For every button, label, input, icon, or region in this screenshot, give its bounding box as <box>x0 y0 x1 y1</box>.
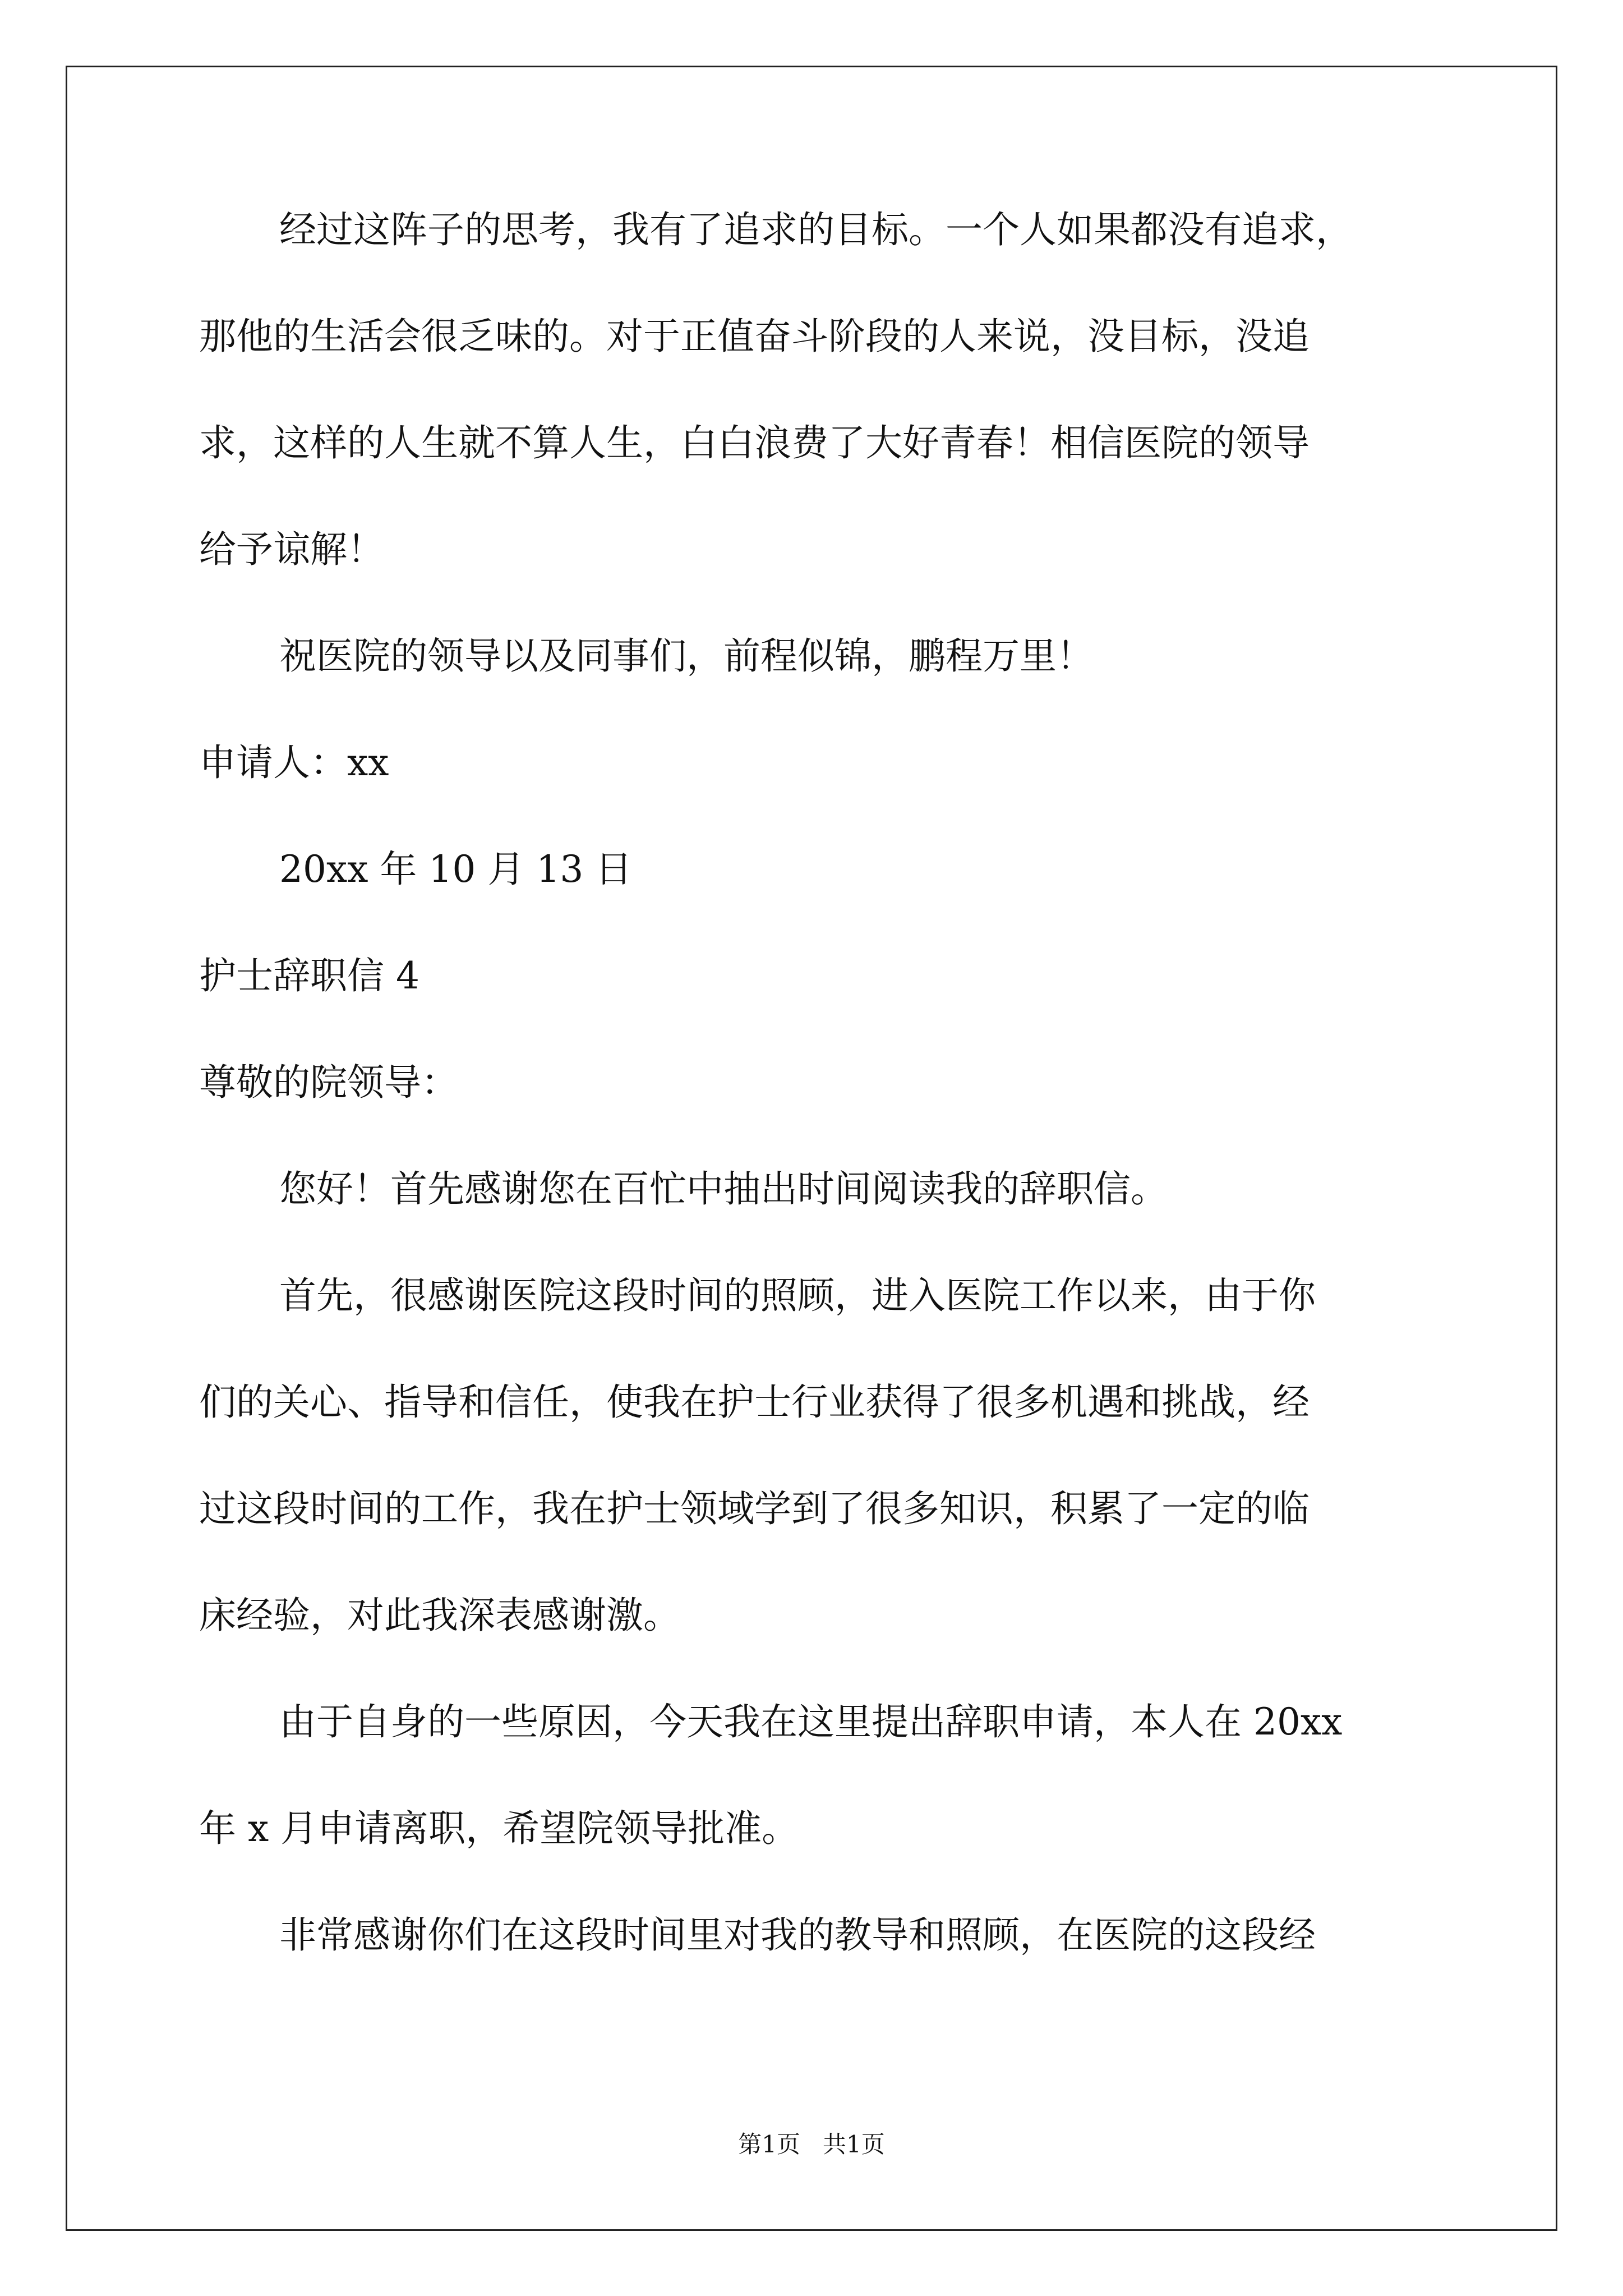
paragraph-line: 床经验，对此我深表感谢激。 <box>199 1594 680 1637</box>
paragraph-line: 经过这阵子的思考，我有了追求的目标。一个人如果都没有追求， <box>279 208 1353 251</box>
page-border <box>66 66 1557 2231</box>
paragraph-line: 过这段时间的工作，我在护士领域学到了很多知识，积累了一定的临 <box>199 1487 1310 1530</box>
paragraph-line: 年 x 月申请离职，希望院领导批准。 <box>199 1807 799 1850</box>
paragraph-line: 们的关心、指导和信任，使我在护士行业获得了很多机遇和挑战，经 <box>199 1381 1310 1424</box>
paragraph-line: 由于自身的一些原因，今天我在这里提出辞职申请，本人在 20xx <box>279 1700 1343 1743</box>
letter-title: 护士辞职信 4 <box>199 954 419 997</box>
applicant-line: 申请人：xx <box>199 741 389 784</box>
paragraph-line: 非常感谢你们在这段时间里对我的教导和照顾，在医院的这段经 <box>279 1913 1316 1957</box>
paragraph-line: 求，这样的人生就不算人生，白白浪费了大好青春！相信医院的领导 <box>199 421 1310 464</box>
salutation: 尊敬的院领导： <box>199 1061 458 1104</box>
paragraph-line: 您好！首先感谢您在百忙中抽出时间阅读我的辞职信。 <box>279 1167 1168 1211</box>
paragraph-line: 首先，很感谢医院这段时间的照顾，进入医院工作以来，由于你 <box>279 1274 1316 1317</box>
paragraph-line: 给予谅解！ <box>199 528 384 571</box>
paragraph-line: 那他的生活会很乏味的。对于正值奋斗阶段的人来说，没目标，没追 <box>199 315 1310 358</box>
paragraph-line: 祝医院的领导以及同事们，前程似锦，鹏程万里！ <box>279 634 1094 678</box>
page-number-footer: 第1页 共1页 <box>738 2131 885 2158</box>
date-line: 20xx 年 10 月 13 日 <box>279 848 633 891</box>
